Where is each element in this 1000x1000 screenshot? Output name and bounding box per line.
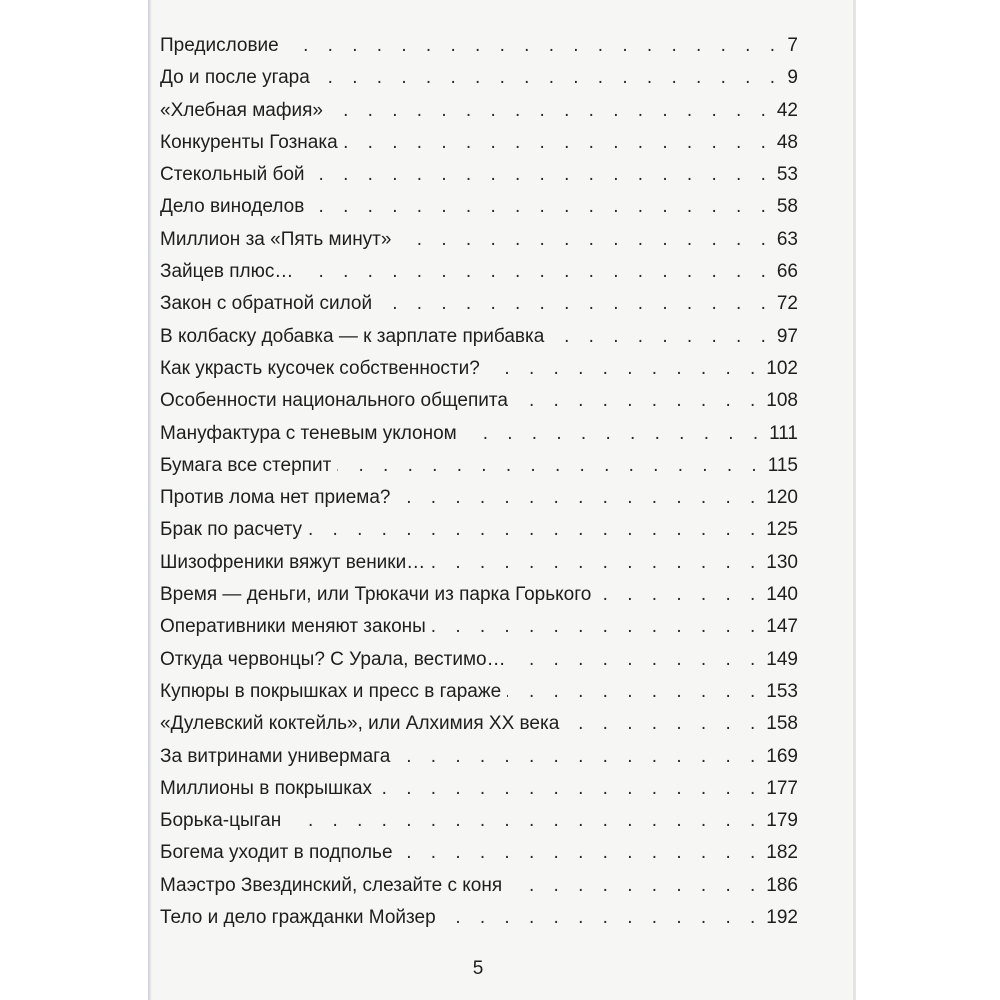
toc-entry-page: 66 [776, 261, 798, 283]
dot-leader [378, 288, 773, 320]
dot-leader [299, 256, 772, 288]
toc-entry-title: Конкуренты Гознака [160, 131, 338, 153]
toc-entry-page: 111 [769, 422, 798, 444]
toc-entry-title: Против лома нет приема? [160, 487, 391, 509]
book-page [148, 0, 856, 1000]
toc-entry-page: 153 [766, 680, 798, 702]
toc-entry [160, 385, 798, 417]
toc-entry-page: 192 [766, 907, 798, 929]
dot-leader [329, 95, 773, 127]
toc-entry [160, 547, 798, 579]
toc-entry-page: 179 [766, 810, 798, 832]
toc-entry [160, 256, 798, 288]
toc-entry-page: 140 [766, 584, 798, 606]
page-edge-right [853, 0, 856, 1000]
toc-entry [160, 353, 798, 385]
toc-entry-page: 158 [766, 713, 798, 735]
toc-entry [160, 191, 798, 223]
page-number: 5 [472, 958, 484, 979]
toc-entry-title: Предисловие [160, 35, 279, 56]
toc-entry-page: 125 [766, 519, 798, 541]
toc-entry [160, 644, 798, 676]
toc-entry-title: Бумага все стерпит [160, 454, 332, 476]
toc-entry [160, 837, 798, 869]
toc-entry-title: Миллион за «Пять минут» [160, 228, 392, 250]
dot-leader [285, 30, 782, 62]
toc-entry-title: Закон с обратной силой [160, 293, 373, 315]
dot-leader [311, 159, 773, 191]
toc-entry-page: 115 [767, 454, 798, 476]
toc-entry-title: «Хлебная мафия» [160, 99, 323, 121]
toc-entry-page: 48 [776, 131, 798, 153]
toc-entry-title: Оперативники меняют законы [160, 616, 426, 638]
toc-entry-page: 186 [766, 874, 798, 896]
dot-leader [287, 805, 762, 837]
toc-entry-title: Откуда червонцы? С Урала, вестимо… [160, 648, 506, 670]
toc-entry-page: 9 [787, 67, 798, 89]
toc-entry [160, 95, 798, 127]
dot-leader [597, 579, 762, 611]
dot-leader [486, 353, 762, 385]
dot-leader [565, 708, 762, 740]
toc-entry-title: Брак по расчету [160, 519, 302, 541]
dot-leader [507, 676, 762, 708]
toc-entry-title: За витринами универмага [160, 745, 391, 767]
dot-leader [550, 321, 773, 353]
toc-entry-page: 63 [776, 228, 798, 250]
toc-entry-title: Как украсть кусочек собственности? [160, 357, 480, 379]
dot-leader [310, 191, 773, 223]
toc-entry-title: Мануфактура с теневым уклоном [160, 422, 457, 444]
toc-entry [160, 805, 798, 837]
dot-leader [308, 514, 762, 546]
toc-entry-page: 58 [776, 196, 798, 218]
toc-entry-title: Стекольный бой [160, 164, 305, 186]
toc-entry-title: Зайцев плюс… [160, 261, 294, 283]
dot-leader [396, 482, 762, 514]
toc-entry-page: 97 [776, 325, 798, 347]
toc-entry-page: 72 [776, 293, 798, 315]
toc-entry-page: 169 [766, 745, 798, 767]
toc-entry [160, 902, 798, 934]
toc-entry-title: Особенности национального общепита [160, 390, 508, 412]
dot-leader [378, 773, 762, 805]
toc-entry-title: Маэстро Звездинский, слезайте с коня [160, 874, 503, 896]
toc-entry [160, 741, 798, 773]
dot-leader [397, 224, 772, 256]
toc-entry [160, 30, 798, 62]
toc-entry [160, 127, 798, 159]
dot-leader [399, 837, 763, 869]
toc-entry-title: Шизофреники вяжут веники… [160, 551, 426, 573]
toc-entry [160, 708, 798, 740]
toc-entry-title: Время — деньги, или Трюкачи из парка Горького [160, 584, 592, 606]
dot-leader [463, 418, 765, 450]
toc-entry-title: До и после угара [160, 67, 310, 89]
toc-entry-page: 7 [787, 35, 798, 56]
toc-entry-title: «Дулевский коктейль», или Алхимия XX века [160, 713, 560, 735]
dot-leader [512, 644, 763, 676]
toc-entry-title: В колбаску добавка — к зарплате прибавка [160, 325, 545, 347]
toc-entry [160, 514, 798, 546]
toc-entry [160, 773, 798, 805]
dot-leader [316, 62, 782, 94]
toc-entry [160, 159, 798, 191]
toc-entry-page: 149 [766, 648, 798, 670]
toc-entry-title: Купюры в покрышках и пресс в гараже [160, 680, 502, 702]
toc-entry-page: 182 [766, 842, 798, 864]
table-of-contents [160, 30, 798, 934]
toc-entry [160, 224, 798, 256]
toc-entry-title: Дело виноделов [160, 196, 305, 218]
toc-entry [160, 321, 798, 353]
toc-entry [160, 611, 798, 643]
toc-entry [160, 676, 798, 708]
toc-entry-title: Богема уходит в подполье [160, 842, 393, 864]
dot-leader [396, 741, 762, 773]
dot-leader [337, 450, 763, 482]
dot-leader [442, 902, 763, 934]
toc-entry [160, 418, 798, 450]
toc-entry-page: 53 [776, 164, 798, 186]
page-edge-left [148, 0, 152, 1000]
dot-leader [508, 870, 762, 902]
toc-entry-page: 108 [766, 390, 798, 412]
dot-leader [432, 611, 762, 643]
toc-entry-page: 42 [776, 99, 798, 121]
toc-entry-page: 147 [766, 616, 798, 638]
toc-entry-page: 120 [766, 487, 798, 509]
toc-entry [160, 62, 798, 94]
toc-entry-title: Тело и дело гражданки Мойзер [160, 907, 436, 929]
toc-entry [160, 579, 798, 611]
toc-entry [160, 482, 798, 514]
toc-entry-page: 102 [766, 357, 798, 379]
toc-entry-title: Борька-цыган [160, 810, 282, 832]
dot-leader [514, 385, 762, 417]
dot-leader [344, 127, 773, 159]
toc-entry [160, 288, 798, 320]
toc-entry-title: Миллионы в покрышках [160, 777, 373, 799]
toc-entry [160, 870, 798, 902]
dot-leader [431, 547, 762, 579]
toc-entry [160, 450, 798, 482]
toc-entry-page: 130 [766, 551, 798, 573]
toc-entry-page: 177 [766, 777, 798, 799]
